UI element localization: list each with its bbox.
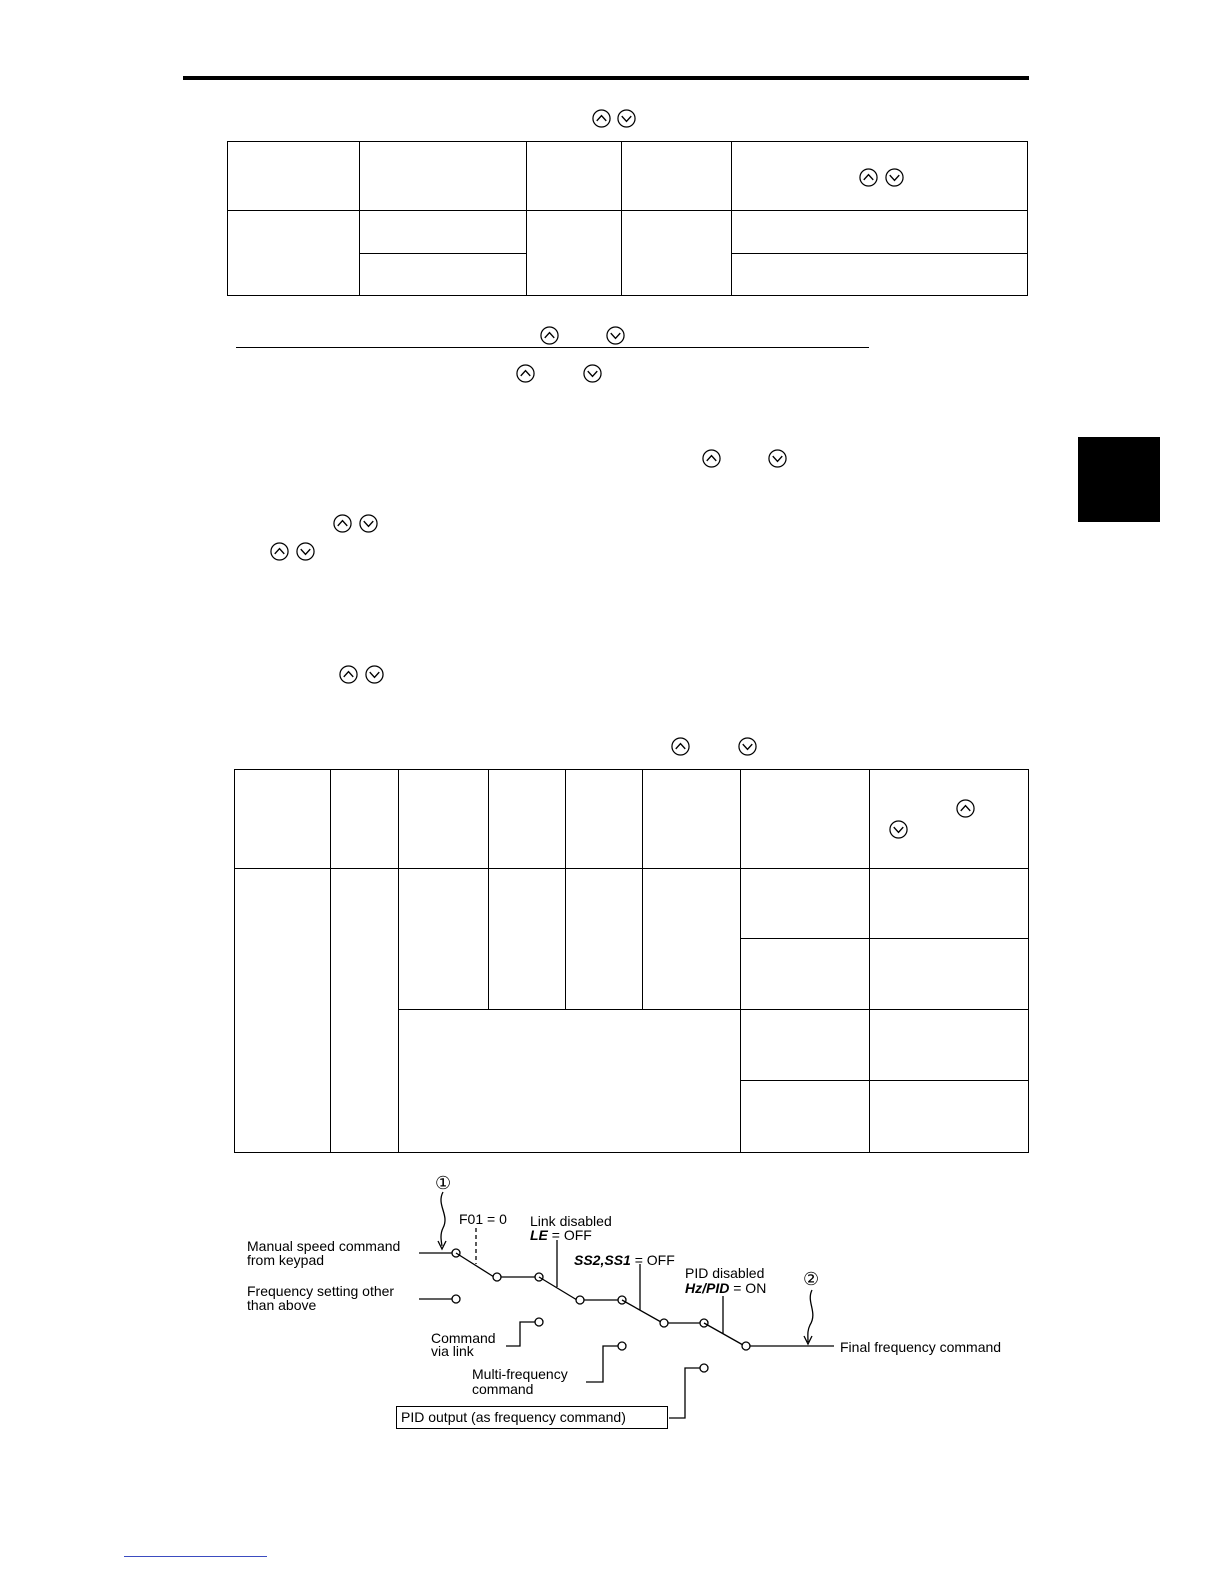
table-2-col-divider	[740, 769, 741, 1153]
up-arrow-key-icon	[702, 449, 721, 468]
table-1-col-divider	[731, 141, 732, 296]
table-2-row-divider	[740, 938, 1029, 939]
down-arrow-key-icon	[359, 514, 378, 533]
down-arrow-key-icon	[606, 326, 625, 345]
le-term: LE	[530, 1227, 548, 1243]
table-1-col-divider	[621, 141, 622, 296]
command-via-link-line1: Command	[431, 1330, 496, 1346]
down-arrow-key-icon	[738, 737, 757, 756]
up-arrow-key-icon	[333, 514, 352, 533]
final-frequency-label: Final frequency command	[840, 1339, 1002, 1355]
table-1	[227, 141, 1028, 296]
marker-1-leader	[441, 1192, 445, 1246]
table-2-col-divider	[330, 769, 331, 1153]
le-condition-label	[530, 1228, 592, 1243]
footer-link-underline[interactable]	[124, 1556, 267, 1557]
table-2-row-divider	[398, 1009, 1029, 1010]
table-2	[234, 769, 1029, 1153]
table-1-row-divider	[731, 253, 1028, 254]
ss-value: = OFF	[630, 1252, 675, 1268]
header-rule	[183, 76, 1029, 80]
ss-condition-label	[574, 1253, 675, 1268]
up-arrow-key-icon	[592, 109, 611, 128]
up-arrow-key-icon	[859, 168, 878, 187]
table-2-col-divider	[869, 769, 870, 1153]
multi-frequency-line2: command	[472, 1381, 534, 1397]
down-arrow-key-icon	[583, 364, 602, 383]
up-arrow-key-icon	[339, 665, 358, 684]
ss-term: SS2,SS1	[574, 1252, 631, 1268]
multi-frequency-line1: Multi-frequency	[472, 1366, 568, 1382]
marker-1: ①	[435, 1173, 452, 1194]
hz-pid-value: = ON	[729, 1280, 767, 1296]
down-arrow-key-icon	[296, 542, 315, 561]
manual-speed-label-line2: from keypad	[247, 1252, 325, 1268]
down-arrow-key-icon	[885, 168, 904, 187]
up-arrow-key-icon	[956, 799, 975, 818]
up-arrow-key-icon	[540, 326, 559, 345]
down-arrow-key-icon	[365, 665, 384, 684]
command-via-link-line2: via link	[431, 1343, 474, 1359]
table-2-col-divider	[565, 769, 566, 1010]
chapter-tab	[1078, 437, 1160, 522]
hz-pid-term: Hz/PID	[685, 1280, 730, 1296]
pid-disabled-label: PID disabled	[685, 1265, 765, 1281]
le-value: = OFF	[547, 1227, 592, 1243]
table-2-header-divider	[234, 868, 1029, 869]
table-2-col-divider	[398, 769, 399, 1153]
table-2-col-divider	[488, 769, 489, 1010]
table-1-row-divider	[359, 253, 526, 254]
down-arrow-key-icon	[768, 449, 787, 468]
up-arrow-key-icon	[516, 364, 535, 383]
manual-speed-label-line1: Manual speed command	[247, 1238, 401, 1254]
hz-pid-condition-label	[685, 1281, 766, 1296]
table-1-header-divider	[227, 210, 1028, 211]
section-heading-underline	[236, 347, 869, 348]
up-arrow-key-icon	[270, 542, 289, 561]
frequency-setting-label-line1: Frequency setting other	[247, 1283, 395, 1299]
link-disabled-label: Link disabled	[530, 1213, 612, 1229]
table-1-col-divider	[359, 141, 360, 296]
marker-2: ②	[803, 1269, 820, 1290]
down-arrow-key-icon	[889, 820, 908, 839]
down-arrow-key-icon	[617, 109, 636, 128]
table-2-col-divider	[642, 769, 643, 1010]
table-1-col-divider	[526, 141, 527, 296]
table-2-row-divider	[740, 1080, 1029, 1081]
pid-output-label: PID output (as frequency command)	[401, 1409, 626, 1425]
up-arrow-key-icon	[671, 737, 690, 756]
f01-condition-label: F01 = 0	[459, 1211, 507, 1227]
frequency-setting-label-line2: than above	[247, 1297, 317, 1313]
